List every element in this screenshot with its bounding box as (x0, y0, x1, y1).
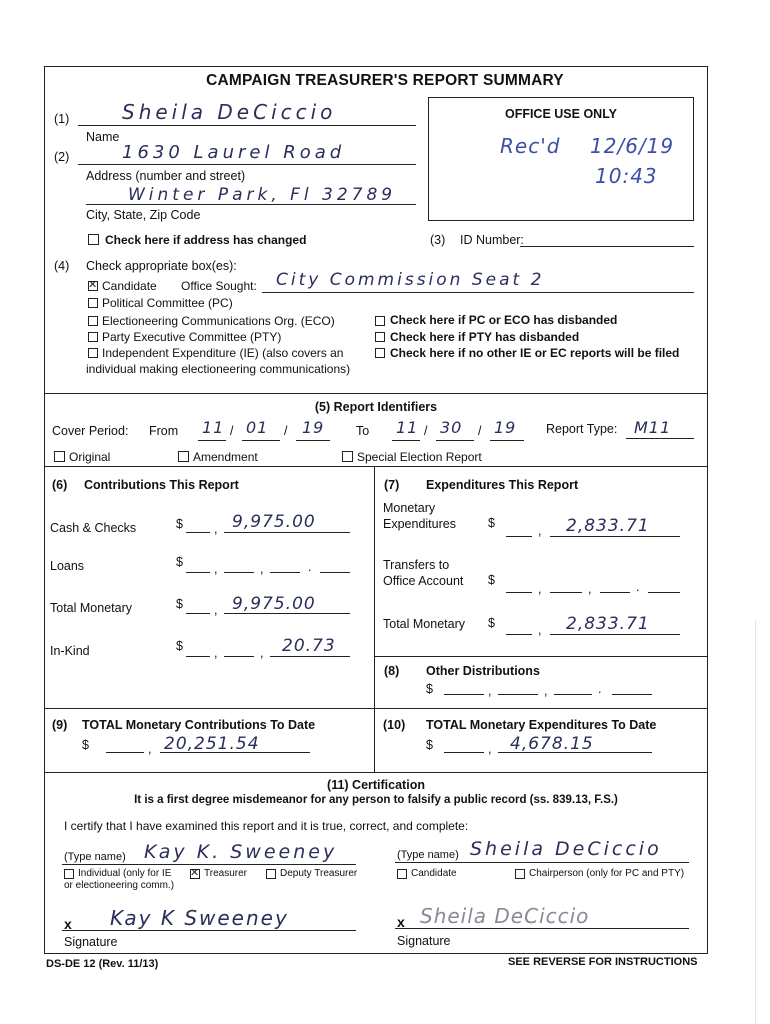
left-type-name-label: (Type name) (64, 851, 126, 863)
loans-dot: . (308, 560, 312, 574)
total-monetary-comma: , (214, 603, 218, 617)
no-other-reports-checkbox[interactable] (375, 348, 385, 358)
divider-section-11 (44, 772, 708, 773)
address-value: 1630 Laurel Road (122, 142, 346, 163)
in-kind-line-1 (186, 656, 210, 657)
individual-label: Individual (only for IE (78, 868, 172, 879)
in-kind-dollar: $ (176, 639, 183, 653)
candidate-name-cert-value: Sheila DeCiccio (470, 838, 662, 860)
address-changed-label: Check here if address has changed (105, 233, 307, 247)
from-month-line (198, 440, 226, 441)
exp-total-dollar: $ (488, 616, 495, 630)
from-slash-2: / (284, 424, 288, 438)
from-day-line (242, 440, 280, 441)
left-signature-label: Signature (64, 935, 118, 949)
ie-label: Independent Expenditure (IE) (also covers an (102, 346, 344, 360)
report-identifiers-heading: (5) Report Identifiers (314, 400, 438, 414)
name-label: Name (86, 130, 120, 144)
center-divider (374, 466, 375, 773)
from-slash-1: / (230, 424, 234, 438)
in-kind-line-2 (224, 656, 254, 657)
individual-label-continued: or electioneering comm.) (64, 880, 175, 891)
monetary-exp-line-1 (506, 536, 532, 537)
cash-comma: , (214, 522, 218, 536)
section-3-number: (3) (430, 233, 446, 247)
office-sought-line (262, 292, 694, 293)
loans-line-4 (320, 572, 350, 573)
divider-section-5 (44, 393, 708, 394)
cert-candidate-checkbox[interactable] (397, 869, 407, 879)
to-label: To (356, 424, 370, 438)
other-distributions-heading: Other Distributions (426, 664, 540, 678)
exp-total-value: 2,833.71 (566, 614, 650, 634)
total-expenditures-comma: , (488, 742, 492, 756)
individual-checkbox[interactable] (64, 869, 74, 879)
treasurer-signature: Kay K Sweeney (110, 906, 289, 930)
transfers-dollar: $ (488, 573, 495, 587)
other-dist-line-3 (554, 694, 592, 695)
contributions-heading: Contributions This Report (84, 478, 239, 492)
to-slash-1: / (424, 424, 428, 438)
deputy-treasurer-checkbox[interactable] (266, 869, 276, 879)
exp-total-line-1 (506, 634, 532, 635)
from-year-line (296, 440, 330, 441)
left-signature-line (62, 930, 356, 931)
total-monetary-label: Total Monetary (50, 601, 132, 615)
exp-total-comma: , (538, 623, 542, 637)
loans-line-3 (270, 572, 300, 573)
exp-total-line-2 (550, 634, 680, 635)
section-1-number: (1) (54, 112, 70, 126)
expenditures-heading: Expenditures This Report (426, 478, 579, 492)
office-sought-value: City Commission Seat 2 (276, 270, 545, 290)
total-contributions-value: 20,251.54 (164, 734, 260, 754)
total-contributions-heading: TOTAL Monetary Contributions To Date (82, 718, 316, 732)
transfers-comma-1: , (538, 582, 542, 596)
to-year: 19 (494, 418, 517, 437)
eco-checkbox[interactable] (88, 316, 98, 326)
id-number-label: ID Number: (460, 233, 524, 247)
to-slash-2: / (478, 424, 482, 438)
check-boxes-label: Check appropriate box(es): (86, 259, 237, 273)
transfers-line-2 (550, 592, 582, 593)
transfers-comma-2: , (588, 582, 592, 596)
left-signature-x: x (64, 916, 72, 932)
in-kind-line-3 (270, 656, 350, 657)
received-time: 10:43 (595, 164, 658, 188)
special-election-label: Special Election Report (357, 450, 482, 464)
total-expenditures-dollar: $ (426, 738, 433, 752)
in-kind-label: In-Kind (50, 644, 90, 658)
total-expenditures-heading: TOTAL Monetary Expenditures To Date (426, 718, 657, 732)
pty-checkbox[interactable] (88, 332, 98, 342)
no-other-reports-label: Check here if no other IE or EC reports will be filed (390, 346, 680, 360)
in-kind-comma-2: , (260, 646, 264, 660)
section-4-number: (4) (54, 259, 70, 273)
in-kind-comma-1: , (214, 646, 218, 660)
other-dist-line-1 (444, 694, 484, 695)
from-month: 11 (202, 418, 225, 437)
cover-period-label: Cover Period: (52, 424, 129, 438)
monetary-exp-line-2 (550, 536, 680, 537)
monetary-exp-comma: , (538, 524, 542, 538)
transfers-line-4 (648, 592, 680, 593)
deputy-treasurer-label: Deputy Treasurer (280, 868, 358, 879)
section-7-number: (7) (384, 478, 400, 492)
section-9-number: (9) (52, 718, 68, 732)
treasurer-checkbox[interactable] (190, 869, 200, 879)
amendment-label: Amendment (193, 450, 258, 464)
transfers-line-3 (600, 592, 630, 593)
to-day: 30 (440, 418, 463, 437)
pc-disbanded-checkbox[interactable] (375, 316, 385, 326)
scan-edge (755, 620, 756, 1024)
ie-label-continued: individual making electioneering communications) (86, 362, 351, 376)
other-dist-comma-1: , (488, 684, 492, 698)
certification-warning: It is a first degree misdemeanor for any person to falsify a public record (ss. 839.13, F.S.) (134, 794, 618, 806)
pty-disbanded-checkbox[interactable] (375, 332, 385, 342)
form-title: CAMPAIGN TREASURER'S REPORT SUMMARY (206, 72, 564, 89)
special-election-checkbox[interactable] (342, 451, 353, 462)
to-month-line (392, 440, 420, 441)
chairperson-label: Chairperson (only for PC and PTY) (529, 868, 685, 879)
total-monetary-line-1 (186, 613, 210, 614)
pc-checkbox[interactable] (88, 298, 98, 308)
from-label: From (149, 424, 179, 438)
other-dist-line-2 (498, 694, 538, 695)
right-type-name-label: (Type name) (397, 849, 459, 861)
from-day: 01 (246, 418, 269, 437)
total-contributions-line-1 (106, 752, 144, 753)
report-type-value: M11 (634, 418, 672, 437)
section-8-number: (8) (384, 664, 400, 678)
treasurer-name-value: Kay K. Sweeney (144, 841, 338, 863)
other-dist-line-4 (612, 694, 652, 695)
address-label: Address (number and street) (86, 169, 246, 183)
right-signature-x: x (397, 914, 405, 930)
name-line (78, 125, 416, 126)
office-sought-label: Office Sought: (181, 279, 257, 293)
report-type-line (626, 438, 694, 439)
section-10-number: (10) (383, 718, 406, 732)
divider-section-8 (374, 656, 708, 657)
form-id: DS-DE 12 (Rev. 11/13) (46, 958, 159, 970)
loans-comma-1: , (214, 562, 218, 576)
exp-total-monetary-label: Total Monetary (383, 617, 465, 631)
left-type-name-line (62, 864, 356, 865)
other-dist-dot: . (598, 682, 602, 696)
eco-label: Electioneering Communications Org. (ECO) (102, 314, 335, 328)
pc-disbanded-label: Check here if PC or ECO has disbanded (390, 313, 618, 327)
loans-line-1 (186, 572, 210, 573)
office-use-label: OFFICE USE ONLY (504, 107, 618, 121)
amendment-checkbox[interactable] (178, 451, 189, 462)
cash-checks-label: Cash & Checks (50, 521, 137, 535)
transfers-label-2: Office Account (383, 574, 464, 588)
section-2-number: (2) (54, 150, 70, 164)
total-monetary-value: 9,975.00 (232, 594, 316, 614)
from-year: 19 (302, 418, 325, 437)
cert-candidate-label: Candidate (411, 868, 457, 879)
city-label: City, State, Zip Code (86, 208, 201, 222)
loans-dollar: $ (176, 555, 183, 569)
pty-disbanded-label: Check here if PTY has disbanded (390, 330, 580, 344)
candidate-name-value: Sheila DeCiccio (122, 100, 337, 124)
to-day-line (436, 440, 474, 441)
monetary-exp-label-1: Monetary (383, 501, 436, 515)
original-checkbox[interactable] (54, 451, 65, 462)
report-type-label: Report Type: (546, 422, 618, 436)
monetary-exp-dollar: $ (488, 516, 495, 530)
monetary-exp-label-2: Expenditures (383, 517, 456, 531)
total-contributions-dollar: $ (82, 738, 89, 752)
right-type-name-line (395, 862, 689, 863)
address-line (78, 164, 416, 165)
cash-line-2 (224, 532, 350, 533)
monetary-exp-value: 2,833.71 (566, 516, 650, 536)
right-signature-label: Signature (397, 934, 451, 948)
candidate-checkbox[interactable] (88, 281, 98, 291)
received-date: 12/6/19 (590, 134, 675, 158)
cash-checks-value: 9,975.00 (232, 512, 316, 532)
section-6-number: (6) (52, 478, 68, 492)
address-changed-checkbox[interactable] (88, 234, 99, 245)
other-dist-dollar: $ (426, 682, 433, 696)
received-stamp: Rec'd (500, 134, 561, 158)
total-monetary-dollar: $ (176, 597, 183, 611)
id-number-line (520, 246, 694, 247)
loans-line-2 (224, 572, 254, 573)
total-contributions-comma: , (148, 742, 152, 756)
pty-label: Party Executive Committee (PTY) (102, 330, 282, 344)
other-dist-comma-2: , (544, 684, 548, 698)
cash-line-1 (186, 532, 210, 533)
candidate-label: Candidate (102, 279, 157, 293)
city-line (86, 204, 416, 205)
treasurer-label: Treasurer (204, 868, 247, 879)
candidate-signature: Sheila DeCiccio (420, 904, 590, 928)
to-year-line (490, 440, 524, 441)
in-kind-value: 20.73 (282, 636, 336, 656)
loans-comma-2: , (260, 562, 264, 576)
certification-heading: (11) Certification (327, 778, 425, 792)
reverse-instructions: SEE REVERSE FOR INSTRUCTIONS (508, 956, 698, 968)
loans-label: Loans (50, 559, 85, 573)
right-signature-line (395, 928, 689, 929)
divider-section-9 (44, 708, 708, 709)
chairperson-checkbox[interactable] (515, 869, 525, 879)
total-expenditures-line-1 (444, 752, 484, 753)
certify-statement: I certify that I have examined this report and it is true, correct, and complete: (64, 819, 469, 833)
transfers-line-1 (506, 592, 532, 593)
city-value: Winter Park, Fl 32789 (128, 185, 397, 205)
original-label: Original (69, 450, 111, 464)
transfers-dot: . (636, 580, 640, 594)
ie-checkbox[interactable] (88, 348, 98, 358)
pc-label: Political Committee (PC) (102, 296, 233, 310)
transfers-label-1: Transfers to (383, 558, 450, 572)
divider-section-6 (44, 466, 708, 467)
to-month: 11 (396, 418, 419, 437)
total-expenditures-value: 4,678.15 (510, 734, 594, 754)
cash-dollar: $ (176, 517, 183, 531)
